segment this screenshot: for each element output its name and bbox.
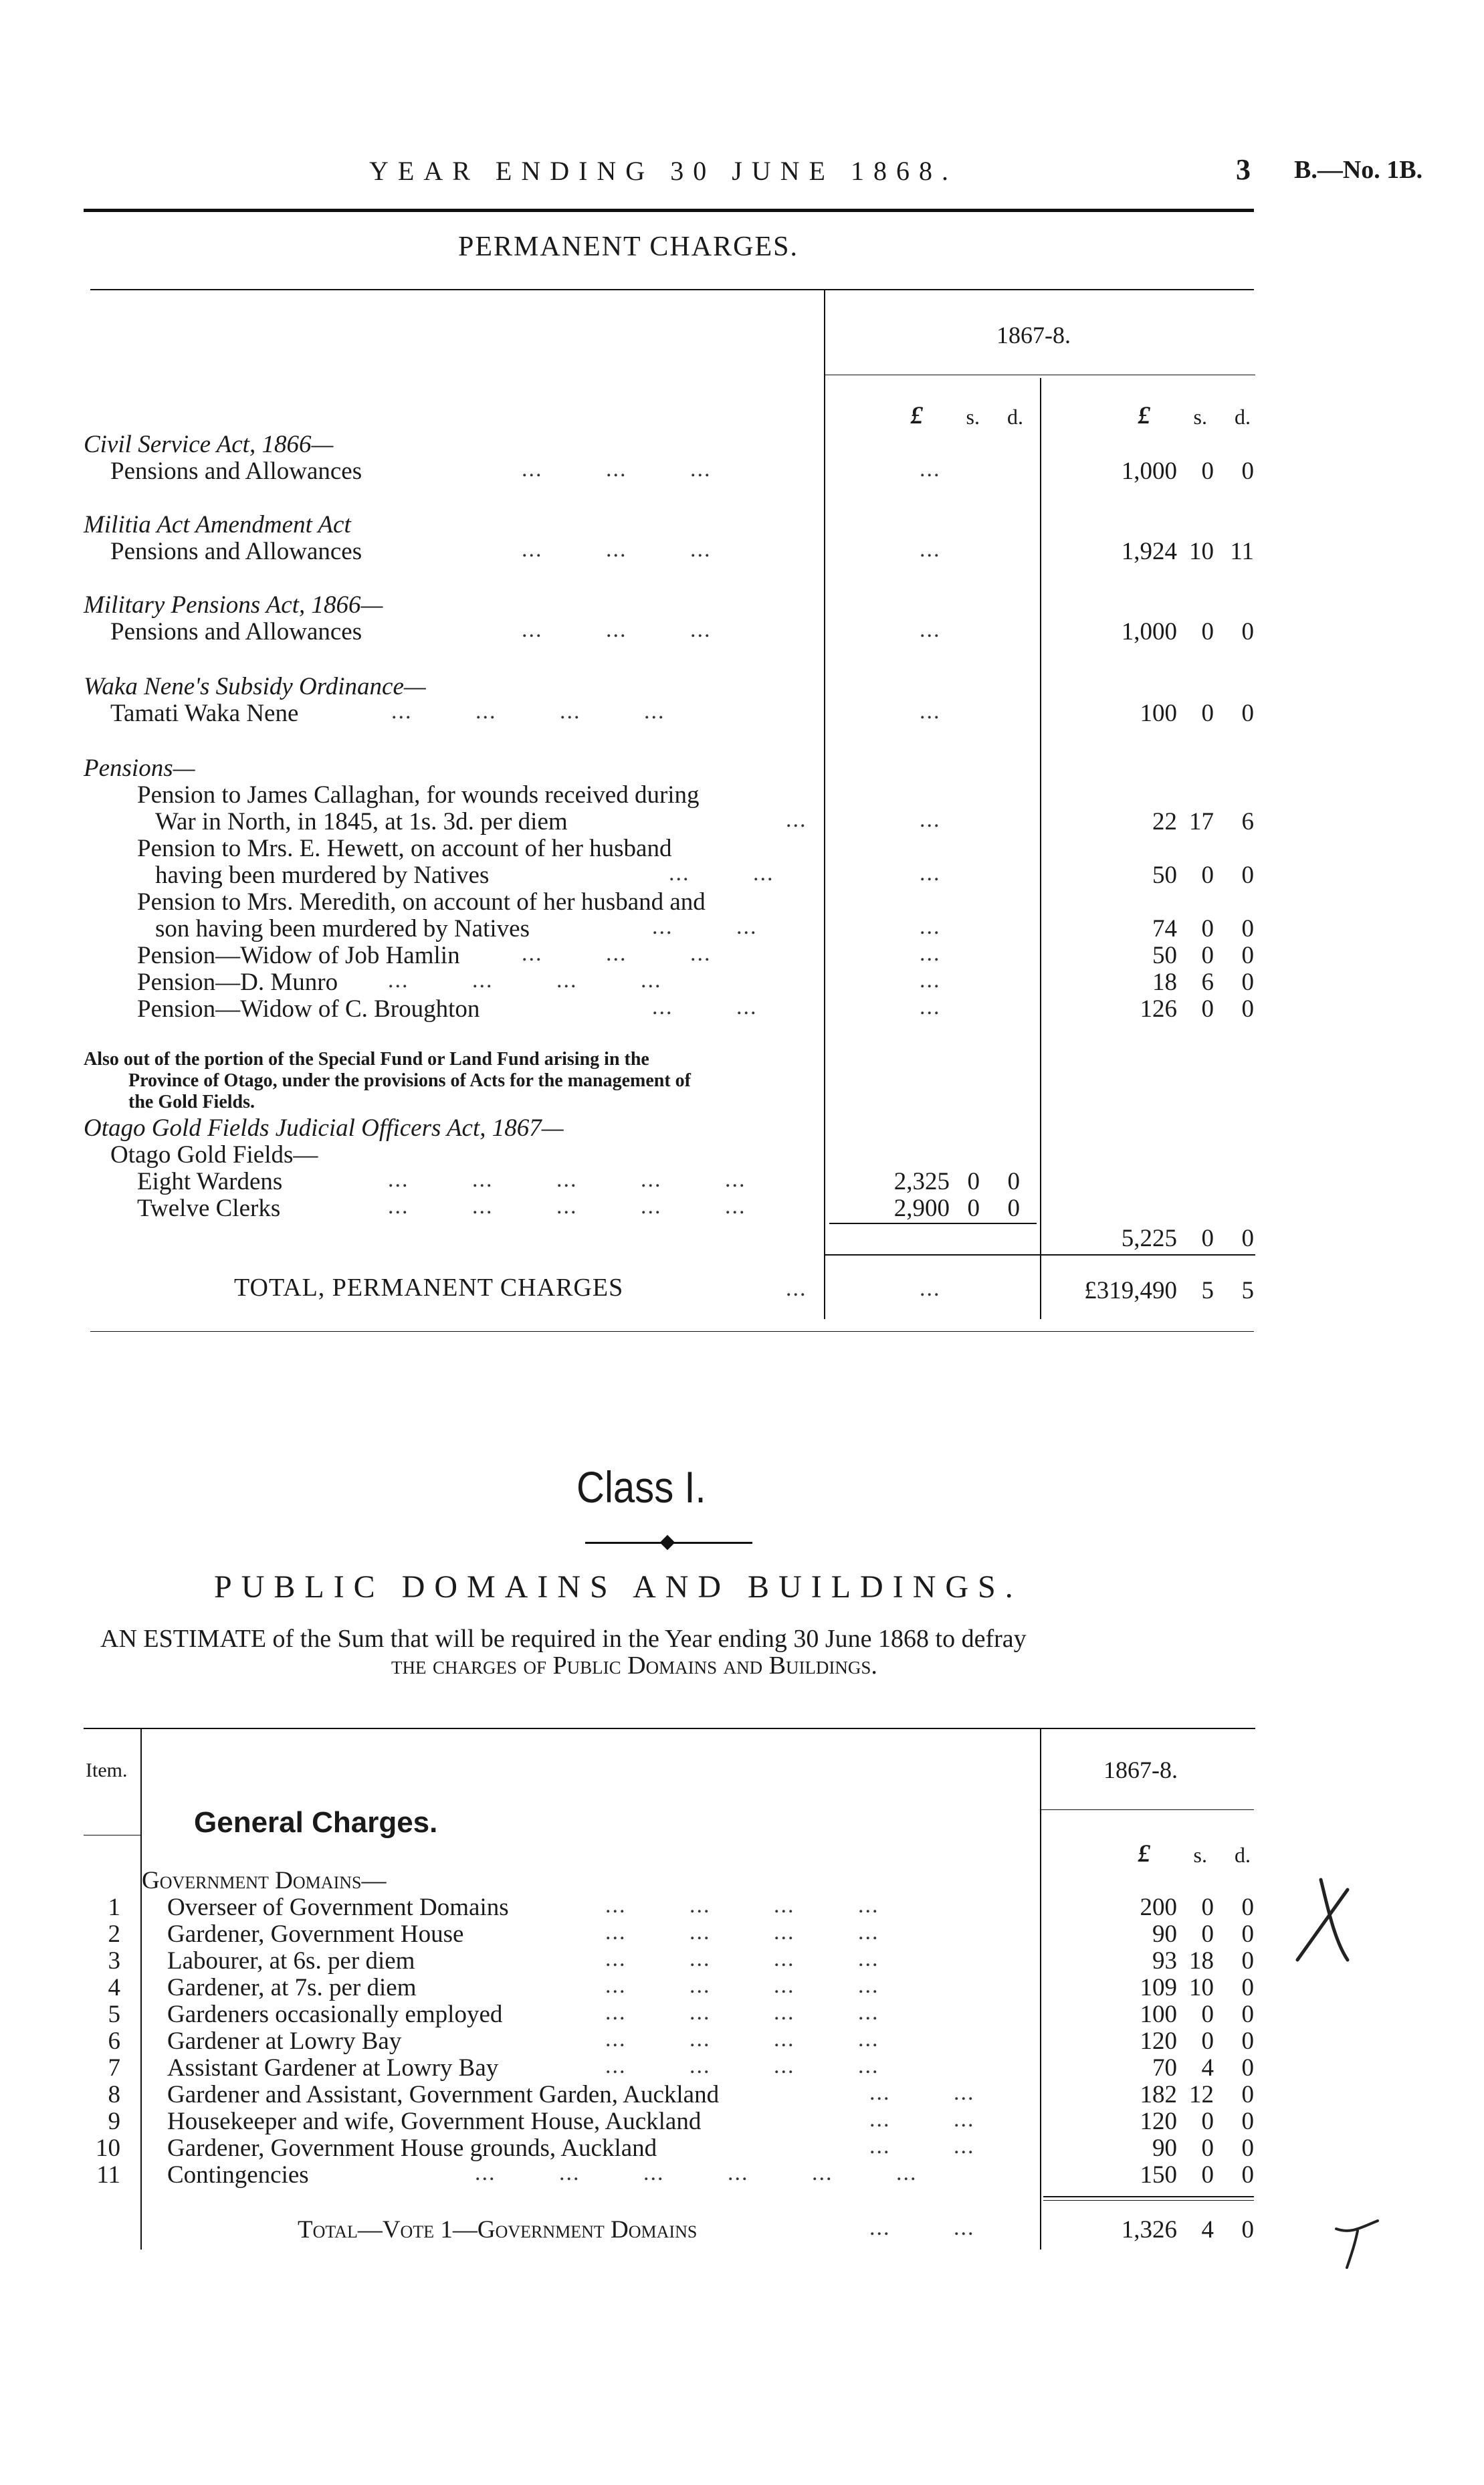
amount-pounds: 120 xyxy=(1140,2108,1177,2135)
otago-item-label: Eight Wardens xyxy=(137,1168,283,1195)
amount-shillings: 0 xyxy=(1201,2161,1214,2189)
pension-line: Pension to James Callaghan, for wounds received during xyxy=(137,781,700,809)
pension-line-continued: War in North, in 1845, at 1s. 3d. per diem xyxy=(155,808,568,835)
amount-shillings: 10 xyxy=(1189,538,1214,565)
amount-shillings: 0 xyxy=(1201,942,1214,969)
col2-shillings-header: s. xyxy=(1193,405,1207,429)
pension-line-continued: son having been murdered by Natives xyxy=(155,915,530,942)
amount-shillings: 12 xyxy=(1189,2081,1214,2108)
doc-reference: B.—No. 1B. xyxy=(1294,156,1423,184)
diamond-ornament-icon xyxy=(660,1535,675,1551)
row-label: Gardener at Lowry Bay xyxy=(167,2027,402,2055)
amount-pounds: 93 xyxy=(1152,1947,1177,1975)
pension-line: Pension—Widow of C. Broughton xyxy=(137,995,480,1023)
amount-shillings: 0 xyxy=(1201,458,1214,485)
amount-pounds: 74 xyxy=(1152,915,1177,942)
amount-shillings: 0 xyxy=(1201,862,1214,889)
amount-pence: 0 xyxy=(1241,915,1254,942)
act-heading: Waka Nene's Subsidy Ordinance— xyxy=(84,673,426,700)
otago-total-shillings: 0 xyxy=(1201,1225,1214,1252)
amount-shillings: 0 xyxy=(1201,2108,1214,2135)
class-year-rule xyxy=(1040,1809,1254,1810)
pencil-cross-mark-icon xyxy=(1284,1866,1364,1973)
row-label: Gardener, Government House xyxy=(167,1920,464,1948)
amount-shillings: 0 xyxy=(967,1195,980,1222)
item-number: 3 xyxy=(108,1947,120,1975)
amount-pence: 0 xyxy=(1241,1947,1254,1975)
amount-pence: 0 xyxy=(1241,458,1254,485)
amount-shillings: 0 xyxy=(1201,700,1214,727)
amount-shillings: 6 xyxy=(1201,969,1214,996)
blank-amount: ... xyxy=(920,617,941,642)
subtotal-rule xyxy=(829,1223,1037,1224)
amount-pounds: 109 xyxy=(1140,1974,1177,2001)
permanent-bottom-rule xyxy=(90,1331,1254,1332)
leader-dots: ... ... ... ... ... xyxy=(388,1194,746,1219)
also-note-line: Also out of the portion of the Special Fund or Land Fund arising in the xyxy=(84,1049,649,1070)
estimate-line: AN ESTIMATE of the Sum that will be required in the Year ending 30 June 1868 to defray xyxy=(100,1625,1027,1653)
row-label: Gardener, Government House grounds, Auckland xyxy=(167,2134,657,2162)
leader-dots: ... ... ... xyxy=(522,941,712,966)
amount-pence: 0 xyxy=(1241,2054,1254,2082)
amount-pounds: 2,900 xyxy=(893,1195,950,1222)
leader-dots: ... ... ... ... ... xyxy=(388,1167,746,1192)
amount-pounds: 90 xyxy=(1152,2134,1177,2162)
col2-pence-header: d. xyxy=(1235,405,1251,429)
pension-line: Pension to Mrs. Meredith, on account of her husband and xyxy=(137,888,706,916)
class-total-shillings: 4 xyxy=(1201,2216,1214,2244)
page-number: 3 xyxy=(1236,153,1251,186)
act-item-label: Pensions and Allowances xyxy=(110,458,362,485)
amount-pence: 0 xyxy=(1241,618,1254,645)
row-label: Overseer of Government Domains xyxy=(167,1894,509,1921)
leader-dots: ... ... ... ... xyxy=(605,1893,879,1918)
amount-shillings: 0 xyxy=(1201,995,1214,1023)
row-label: Housekeeper and wife, Government House, Auckland xyxy=(167,2108,702,2135)
running-title: YEAR ENDING 30 JUNE 1868. xyxy=(369,156,958,186)
amount-pounds: 50 xyxy=(1152,862,1177,889)
amount-pounds: 120 xyxy=(1140,2027,1177,2055)
item-number: 4 xyxy=(108,1974,120,2001)
permanent-total-shillings: 5 xyxy=(1201,1277,1214,1304)
permanent-total-pounds: £319,490 xyxy=(1084,1277,1177,1304)
leader-dots: ... ... ... ... xyxy=(605,1947,879,1971)
class-year-header: 1867-8. xyxy=(1103,1757,1178,1783)
leader-dots: ... ... xyxy=(869,2080,975,2105)
blank-amount: ... xyxy=(920,807,941,832)
amount-pounds: 1,000 xyxy=(1121,458,1177,485)
permanent-total-label: TOTAL, PERMANENT CHARGES xyxy=(234,1274,624,1302)
permanent-top-rule xyxy=(90,289,1254,290)
item-number: 10 xyxy=(96,2134,120,2162)
leader-dots: ... ... ... xyxy=(522,537,712,562)
blank-amount: ... xyxy=(920,699,941,724)
amount-pounds: 150 xyxy=(1140,2161,1177,2189)
leader-dots: ... xyxy=(786,807,807,832)
amount-pounds: 100 xyxy=(1140,2001,1177,2028)
row-label: Gardener, at 7s. per diem xyxy=(167,1974,417,2001)
class-shillings-header: s. xyxy=(1193,1843,1207,1867)
leader-dots: ... ... xyxy=(669,861,774,886)
leader-dots: ... ... xyxy=(652,914,758,939)
amount-pounds: 18 xyxy=(1152,969,1177,996)
amount-pence: 0 xyxy=(1241,2027,1254,2055)
leader-dots: ... ... xyxy=(869,2134,975,2159)
permanent-col-divider-1 xyxy=(824,289,825,1319)
col2-pounds-header: £ xyxy=(1138,402,1150,429)
amount-pence: 0 xyxy=(1007,1195,1020,1222)
amount-pounds: 1,000 xyxy=(1121,618,1177,645)
row-label: Gardener and Assistant, Government Garden, Auckland xyxy=(167,2081,720,2108)
class-subtitle: PUBLIC DOMAINS AND BUILDINGS. xyxy=(214,1569,1023,1605)
act-heading: Military Pensions Act, 1866— xyxy=(84,591,383,619)
class-pence-header: d. xyxy=(1235,1843,1251,1867)
col1-shillings-header: s. xyxy=(966,405,980,429)
item-number: 7 xyxy=(108,2054,120,2082)
also-note-line: Province of Otago, under the provisions of Acts for the management of xyxy=(128,1070,691,1091)
leader-dots: ... ... ... ... xyxy=(605,2000,879,2025)
item-number: 6 xyxy=(108,2027,120,2055)
leader-dots: ... ... ... xyxy=(522,617,712,642)
leader-dots: ... xyxy=(786,1276,807,1301)
amount-shillings: 0 xyxy=(1201,1920,1214,1948)
leader-dots: ... ... ... ... xyxy=(388,968,662,993)
amount-pounds: 50 xyxy=(1152,942,1177,969)
amount-pounds: 200 xyxy=(1140,1894,1177,1921)
class-pounds-header: £ xyxy=(1138,1840,1150,1868)
blank-amount: ... xyxy=(920,457,941,482)
amount-shillings: 0 xyxy=(1201,2001,1214,2028)
act-heading: Civil Service Act, 1866— xyxy=(84,431,334,458)
leader-dots: ... ... ... ... xyxy=(605,1920,879,1945)
leader-dots: ... ... xyxy=(869,2215,975,2240)
item-number: 9 xyxy=(108,2108,120,2135)
estimate-line-continued: the charges of Public Domains and Buildings. xyxy=(391,1652,877,1680)
item-number: 5 xyxy=(108,2001,120,2028)
permanent-title: PERMANENT CHARGES. xyxy=(458,231,799,262)
amount-pence: 0 xyxy=(1241,1894,1254,1921)
total-rule-top xyxy=(824,1254,1255,1256)
blank-amount: ... xyxy=(920,941,941,966)
item-number: 1 xyxy=(108,1894,120,1921)
amount-shillings: 10 xyxy=(1189,1974,1214,2001)
otago-item-label: Twelve Clerks xyxy=(137,1195,281,1222)
pension-line: Pension—Widow of Job Hamlin xyxy=(137,942,460,969)
amount-shillings: 0 xyxy=(1201,618,1214,645)
amount-pence: 0 xyxy=(1241,969,1254,996)
class-table-top-rule xyxy=(84,1728,1255,1729)
row-label: Labourer, at 6s. per diem xyxy=(167,1947,415,1975)
amount-shillings: 17 xyxy=(1189,808,1214,835)
amount-pence: 0 xyxy=(1241,1974,1254,2001)
leader-dots: ... ... ... ... xyxy=(605,2027,879,2052)
amount-pounds: 22 xyxy=(1152,808,1177,835)
class-title: Class I. xyxy=(576,1462,706,1512)
row-label: Gardeners occasionally employed xyxy=(167,2001,503,2028)
item-number: 2 xyxy=(108,1920,120,1948)
amount-shillings: 0 xyxy=(1201,2134,1214,2162)
amount-pounds: 126 xyxy=(1140,995,1177,1023)
amount-pence: 0 xyxy=(1241,2081,1254,2108)
amount-pence: 0 xyxy=(1007,1168,1020,1195)
otago-total-pence: 0 xyxy=(1241,1225,1254,1252)
amount-pence: 0 xyxy=(1241,862,1254,889)
leader-dots: ... ... ... ... ... ... xyxy=(475,2161,918,2185)
amount-pounds: 70 xyxy=(1152,2054,1177,2082)
group-heading: Government Domains— xyxy=(142,1867,387,1894)
blank-amount: ... xyxy=(920,968,941,993)
pension-line: Pension—D. Munro xyxy=(137,969,338,996)
amount-pence: 11 xyxy=(1230,538,1254,565)
blank-amount: ... xyxy=(920,537,941,562)
leader-dots: ... ... ... ... xyxy=(605,2054,879,2078)
amount-pounds: 1,924 xyxy=(1121,538,1177,565)
amount-col-divider xyxy=(1040,1728,1041,2250)
act-item-label: Tamati Waka Nene xyxy=(110,700,299,727)
also-note-line: the Gold Fields. xyxy=(128,1092,255,1112)
section-title: General Charges. xyxy=(194,1806,438,1839)
amount-shillings: 0 xyxy=(967,1168,980,1195)
amount-pounds: 2,325 xyxy=(893,1168,950,1195)
act-item-label: Pensions and Allowances xyxy=(110,618,362,645)
leader-dots: ... ... ... ... xyxy=(605,1973,879,1998)
blank-amount: ... xyxy=(920,861,941,886)
amount-shillings: 4 xyxy=(1201,2054,1214,2082)
amount-shillings: 0 xyxy=(1201,915,1214,942)
permanent-total-pence: 5 xyxy=(1241,1277,1254,1304)
pension-line-continued: having been murdered by Natives xyxy=(155,862,490,889)
pencil-tick-mark-icon xyxy=(1331,2214,1384,2274)
row-label: Assistant Gardener at Lowry Bay xyxy=(167,2054,499,2082)
act-item-label: Pensions and Allowances xyxy=(110,538,362,565)
class-total-rule-2 xyxy=(1043,2200,1254,2201)
amount-pence: 0 xyxy=(1241,2108,1254,2135)
amount-pence: 0 xyxy=(1241,1920,1254,1948)
act-heading: Militia Act Amendment Act xyxy=(84,511,351,538)
item-col-divider xyxy=(140,1728,142,2250)
amount-pence: 0 xyxy=(1241,2001,1254,2028)
amount-pence: 0 xyxy=(1241,942,1254,969)
amount-pence: 0 xyxy=(1241,995,1254,1023)
pensions-heading: Pensions— xyxy=(84,755,195,782)
leader-dots: ... ... xyxy=(869,2107,975,2132)
blank-amount: ... xyxy=(920,1276,941,1301)
item-number: 11 xyxy=(96,2161,120,2189)
amount-shillings: 0 xyxy=(1201,1894,1214,1921)
otago-subheading: Otago Gold Fields— xyxy=(110,1141,318,1169)
item-number: 8 xyxy=(108,2081,120,2108)
leader-dots: ... ... ... xyxy=(522,457,712,482)
permanent-col-divider-2 xyxy=(1040,378,1041,1319)
pension-line: Pension to Mrs. E. Hewett, on account of her husband xyxy=(137,835,672,862)
item-col-header: Item. xyxy=(86,1759,128,1781)
row-label: Contingencies xyxy=(167,2161,309,2189)
amount-pence: 6 xyxy=(1241,808,1254,835)
col1-pence-header: d. xyxy=(1007,405,1023,429)
amount-pounds: 90 xyxy=(1152,1920,1177,1948)
amount-shillings: 18 xyxy=(1189,1947,1214,1975)
amount-pounds: 100 xyxy=(1140,700,1177,727)
blank-amount: ... xyxy=(920,914,941,939)
amount-pence: 0 xyxy=(1241,700,1254,727)
col1-pounds-header: £ xyxy=(910,402,923,429)
class-total-label: Total—Vote 1—Government Domains xyxy=(298,2216,698,2244)
amount-pence: 0 xyxy=(1241,2134,1254,2162)
class-total-pounds: 1,326 xyxy=(1121,2216,1177,2244)
blank-amount: ... xyxy=(920,995,941,1019)
amount-shillings: 0 xyxy=(1201,2027,1214,2055)
amount-pounds: 182 xyxy=(1140,2081,1177,2108)
amount-pence: 0 xyxy=(1241,2161,1254,2189)
permanent-year-header: 1867-8. xyxy=(996,322,1071,349)
header-rule xyxy=(84,209,1254,212)
class-total-pence: 0 xyxy=(1241,2216,1254,2244)
leader-dots: ... ... ... ... xyxy=(391,699,665,724)
otago-act-heading: Otago Gold Fields Judicial Officers Act, 1867— xyxy=(84,1114,564,1142)
otago-total-pounds: 5,225 xyxy=(1121,1225,1177,1252)
leader-dots: ... ... xyxy=(652,995,758,1019)
class-total-rule-1 xyxy=(1043,2196,1254,2197)
